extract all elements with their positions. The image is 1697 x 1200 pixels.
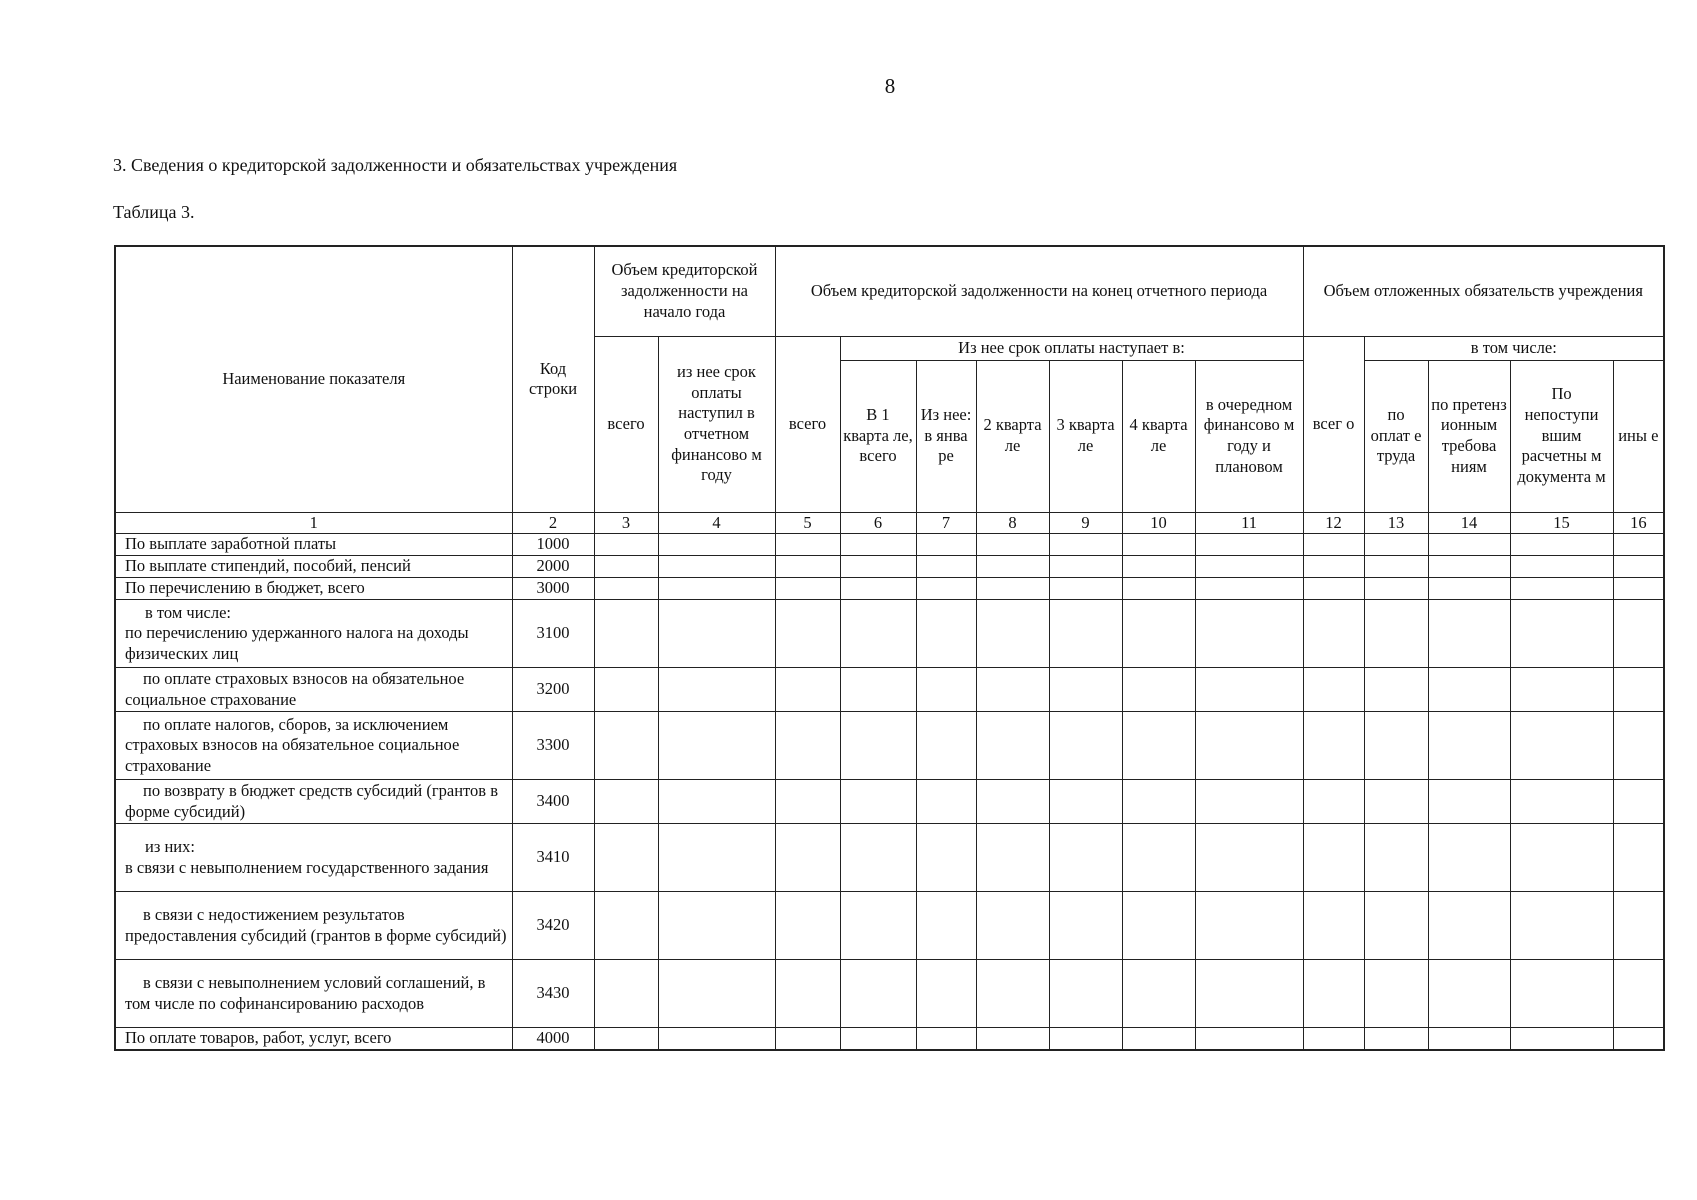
row-name: [115, 600, 512, 668]
column-number: 10: [1122, 512, 1195, 534]
value-cell: [1049, 668, 1122, 712]
row-code: 3300: [512, 712, 594, 780]
header-name: Наименование показателя: [115, 246, 512, 512]
header-q4: 4 кварта ле: [1122, 360, 1195, 512]
value-cell: [976, 578, 1049, 600]
column-number: 12: [1303, 512, 1364, 534]
table-row: [115, 556, 1664, 578]
value-cell: [594, 712, 658, 780]
header-other: ины е: [1613, 360, 1664, 512]
value-cell: [1428, 668, 1510, 712]
header-start-due: из нее срок оплаты наступил в отчетном финансово м году: [658, 336, 775, 512]
value-cell: [1195, 960, 1303, 1028]
row-code: 3200: [512, 668, 594, 712]
value-cell: [1428, 780, 1510, 824]
value-cell: [916, 578, 976, 600]
value-cell: [658, 1028, 775, 1050]
value-cell: [1613, 534, 1664, 556]
value-cell: [1195, 556, 1303, 578]
header-labor: по оплат е труда: [1364, 360, 1428, 512]
header-deferred-total: всег о: [1303, 336, 1364, 512]
value-cell: [1510, 600, 1613, 668]
header-code: Код строки: [512, 246, 594, 512]
row-label: По оплате товаров, работ, услуг, всего: [125, 1028, 392, 1048]
section-title: 3. Сведения о кредиторской задолженности и обязательствах учреждения: [113, 155, 678, 175]
value-cell: [916, 534, 976, 556]
value-cell: [1364, 600, 1428, 668]
column-number: 3: [594, 512, 658, 534]
value-cell: [1049, 780, 1122, 824]
value-cell: [1510, 892, 1613, 960]
value-cell: [1049, 534, 1122, 556]
value-cell: [1364, 780, 1428, 824]
value-cell: [658, 824, 775, 892]
value-cell: [1613, 600, 1664, 668]
row-name: [115, 712, 512, 780]
value-cell: [1049, 1028, 1122, 1050]
value-cell: [1049, 556, 1122, 578]
value-cell: [976, 600, 1049, 668]
value-cell: [1364, 824, 1428, 892]
table-row: [115, 534, 1664, 556]
row-name: [115, 1028, 512, 1050]
table-caption: Таблица 3.: [113, 202, 195, 222]
value-cell: [1613, 668, 1664, 712]
row-label: По выплате стипендий, пособий, пенсий: [125, 556, 411, 576]
value-cell: [775, 780, 840, 824]
row-name: [115, 556, 512, 578]
value-cell: [1303, 1028, 1364, 1050]
value-cell: [658, 668, 775, 712]
column-number: 8: [976, 512, 1049, 534]
creditor-debt-table: [114, 245, 1665, 1051]
value-cell: [775, 578, 840, 600]
value-cell: [775, 824, 840, 892]
value-cell: [1122, 600, 1195, 668]
value-cell: [1122, 824, 1195, 892]
value-cell: [594, 780, 658, 824]
value-cell: [916, 960, 976, 1028]
value-cell: [840, 712, 916, 780]
value-cell: [1613, 960, 1664, 1028]
header-due-in: Из нее срок оплаты наступает в:: [840, 336, 1303, 360]
value-cell: [1364, 960, 1428, 1028]
value-cell: [594, 556, 658, 578]
value-cell: [775, 1028, 840, 1050]
value-cell: [1510, 712, 1613, 780]
column-number: 1: [115, 512, 512, 534]
row-name: [115, 960, 512, 1028]
row-label: по оплате налогов, сборов, за исключением страховых взносов на обязательное социальное страхование: [125, 714, 460, 775]
column-number: 15: [1510, 512, 1613, 534]
value-cell: [1195, 534, 1303, 556]
header-incl: в том числе:: [1364, 336, 1664, 360]
value-cell: [1195, 824, 1303, 892]
value-cell: [840, 556, 916, 578]
value-cell: [1122, 668, 1195, 712]
column-number: 2: [512, 512, 594, 534]
value-cell: [775, 892, 840, 960]
header-q1-jan: Из нее: в янва ре: [916, 360, 976, 512]
value-cell: [1195, 600, 1303, 668]
value-cell: [1613, 892, 1664, 960]
value-cell: [1303, 960, 1364, 1028]
value-cell: [1195, 780, 1303, 824]
value-cell: [1049, 600, 1122, 668]
row-label: в связи с недостижением результатов предоставления субсидий (грантов в форме субсидий): [125, 905, 507, 945]
row-code: 2000: [512, 556, 594, 578]
column-number: 11: [1195, 512, 1303, 534]
value-cell: [775, 600, 840, 668]
value-cell: [1049, 712, 1122, 780]
value-cell: [976, 668, 1049, 712]
value-cell: [976, 1028, 1049, 1050]
header-claims: по претенз ионным требова ниям: [1428, 360, 1510, 512]
value-cell: [1195, 578, 1303, 600]
row-name: [115, 780, 512, 824]
column-number: 13: [1364, 512, 1428, 534]
value-cell: [658, 780, 775, 824]
header-start-total: всего: [594, 336, 658, 512]
value-cell: [1364, 892, 1428, 960]
value-cell: [658, 892, 775, 960]
value-cell: [1122, 712, 1195, 780]
value-cell: [1510, 668, 1613, 712]
row-name: [115, 892, 512, 960]
value-cell: [840, 824, 916, 892]
value-cell: [1428, 556, 1510, 578]
header-q3: 3 кварта ле: [1049, 360, 1122, 512]
row-code: 3400: [512, 780, 594, 824]
value-cell: [1428, 600, 1510, 668]
header-deferred: Объем отложенных обязательств учреждения: [1303, 246, 1664, 336]
value-cell: [1122, 892, 1195, 960]
value-cell: [976, 892, 1049, 960]
row-label: по оплате страховых взносов на обязательное социальное страхование: [125, 669, 465, 709]
value-cell: [658, 556, 775, 578]
row-name: [115, 578, 512, 600]
value-cell: [594, 892, 658, 960]
row-label: по возврату в бюджет средств субсидий (грантов в форме субсидий): [125, 781, 498, 821]
value-cell: [1122, 780, 1195, 824]
column-number: 6: [840, 512, 916, 534]
value-cell: [658, 712, 775, 780]
value-cell: [916, 1028, 976, 1050]
value-cell: [1122, 534, 1195, 556]
row-code: 1000: [512, 534, 594, 556]
value-cell: [916, 556, 976, 578]
value-cell: [1122, 1028, 1195, 1050]
value-cell: [1303, 892, 1364, 960]
row-name: [115, 824, 512, 892]
value-cell: [1613, 780, 1664, 824]
value-cell: [1428, 534, 1510, 556]
header-start-volume: Объем кредиторской задолженности на начало года: [594, 246, 775, 336]
value-cell: [840, 780, 916, 824]
header-unreceived: По непоступи вшим расчетны м документа м: [1510, 360, 1613, 512]
value-cell: [1364, 1028, 1428, 1050]
row-code: 3000: [512, 578, 594, 600]
value-cell: [1122, 578, 1195, 600]
column-number: 16: [1613, 512, 1664, 534]
table-row: [115, 960, 1664, 1028]
value-cell: [1364, 668, 1428, 712]
value-cell: [594, 600, 658, 668]
value-cell: [594, 960, 658, 1028]
value-cell: [775, 534, 840, 556]
value-cell: [840, 578, 916, 600]
value-cell: [1049, 892, 1122, 960]
value-cell: [1049, 960, 1122, 1028]
header-end-total: всего: [775, 336, 840, 512]
row-prefix: из них:: [145, 837, 195, 856]
header-q1-total: В 1 кварта ле, всего: [840, 360, 916, 512]
row-name: [115, 668, 512, 712]
column-number: 5: [775, 512, 840, 534]
row-label: в связи с невыполнением государственного задания: [125, 857, 489, 877]
value-cell: [594, 578, 658, 600]
value-cell: [976, 712, 1049, 780]
table-row: [115, 600, 1664, 668]
value-cell: [1195, 668, 1303, 712]
value-cell: [775, 960, 840, 1028]
value-cell: [658, 600, 775, 668]
value-cell: [976, 556, 1049, 578]
value-cell: [1613, 824, 1664, 892]
header-end-volume: Объем кредиторской задолженности на конец отчетного периода: [775, 246, 1303, 336]
column-number: 4: [658, 512, 775, 534]
row-label: по перечислению удержанного налога на доходы физических лиц: [125, 623, 469, 663]
value-cell: [1303, 668, 1364, 712]
value-cell: [1364, 578, 1428, 600]
value-cell: [594, 668, 658, 712]
row-label: По перечислению в бюджет, всего: [125, 578, 365, 598]
value-cell: [1364, 556, 1428, 578]
value-cell: [916, 668, 976, 712]
header-next-year: в очередном финансово м году и плановом: [1195, 360, 1303, 512]
value-cell: [1364, 712, 1428, 780]
value-cell: [1428, 1028, 1510, 1050]
row-code: 3410: [512, 824, 594, 892]
row-code: 3420: [512, 892, 594, 960]
table-row: [115, 1028, 1664, 1050]
value-cell: [1303, 578, 1364, 600]
table-row: [115, 668, 1664, 712]
value-cell: [1303, 824, 1364, 892]
value-cell: [1364, 534, 1428, 556]
value-cell: [1303, 780, 1364, 824]
table-row: [115, 892, 1664, 960]
value-cell: [658, 960, 775, 1028]
row-code: 3430: [512, 960, 594, 1028]
value-cell: [1303, 712, 1364, 780]
value-cell: [775, 668, 840, 712]
value-cell: [976, 824, 1049, 892]
value-cell: [1303, 534, 1364, 556]
value-cell: [1195, 892, 1303, 960]
value-cell: [1613, 1028, 1664, 1050]
page-number: 8: [884, 74, 896, 98]
value-cell: [1613, 578, 1664, 600]
value-cell: [775, 712, 840, 780]
value-cell: [916, 600, 976, 668]
row-label: По выплате заработной платы: [125, 534, 337, 554]
value-cell: [976, 534, 1049, 556]
value-cell: [840, 1028, 916, 1050]
row-code: 4000: [512, 1028, 594, 1050]
value-cell: [1613, 556, 1664, 578]
value-cell: [916, 780, 976, 824]
column-number: 7: [916, 512, 976, 534]
value-cell: [1428, 578, 1510, 600]
value-cell: [1428, 960, 1510, 1028]
value-cell: [916, 712, 976, 780]
value-cell: [1510, 824, 1613, 892]
value-cell: [1049, 824, 1122, 892]
value-cell: [1303, 600, 1364, 668]
value-cell: [976, 960, 1049, 1028]
value-cell: [594, 824, 658, 892]
table-row: [115, 578, 1664, 600]
value-cell: [594, 534, 658, 556]
value-cell: [840, 892, 916, 960]
value-cell: [1510, 1028, 1613, 1050]
row-code: 3100: [512, 600, 594, 668]
value-cell: [840, 600, 916, 668]
value-cell: [840, 534, 916, 556]
table-row: [115, 712, 1664, 780]
column-number: 14: [1428, 512, 1510, 534]
value-cell: [1195, 712, 1303, 780]
value-cell: [775, 556, 840, 578]
value-cell: [840, 668, 916, 712]
value-cell: [1303, 556, 1364, 578]
value-cell: [1049, 578, 1122, 600]
value-cell: [1195, 1028, 1303, 1050]
value-cell: [594, 1028, 658, 1050]
value-cell: [658, 578, 775, 600]
value-cell: [1613, 712, 1664, 780]
value-cell: [840, 960, 916, 1028]
value-cell: [658, 534, 775, 556]
row-prefix: в том числе:: [145, 602, 232, 622]
row-label: в связи с невыполнением условий соглашений, в том числе по софинансированию расходов: [125, 973, 486, 1013]
value-cell: [916, 892, 976, 960]
value-cell: [1510, 780, 1613, 824]
column-number: 9: [1049, 512, 1122, 534]
value-cell: [976, 780, 1049, 824]
table-row: [115, 780, 1664, 824]
value-cell: [916, 824, 976, 892]
header-q2: 2 кварта ле: [976, 360, 1049, 512]
row-name: [115, 534, 512, 556]
table-row: [115, 824, 1664, 892]
value-cell: [1122, 960, 1195, 1028]
value-cell: [1428, 892, 1510, 960]
value-cell: [1510, 578, 1613, 600]
value-cell: [1122, 556, 1195, 578]
value-cell: [1428, 712, 1510, 780]
value-cell: [1510, 534, 1613, 556]
value-cell: [1510, 960, 1613, 1028]
value-cell: [1510, 556, 1613, 578]
value-cell: [1428, 824, 1510, 892]
